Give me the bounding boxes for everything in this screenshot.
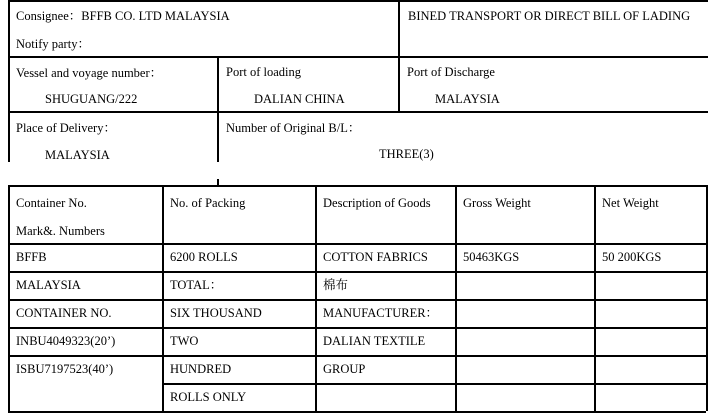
rule xyxy=(398,0,400,111)
table-rule xyxy=(162,383,706,385)
original-bl-label: Number of Original B/L： xyxy=(226,121,361,135)
cell-container-no: BFFB xyxy=(16,250,47,264)
header-net-weight: Net Weight xyxy=(602,196,659,210)
port-of-discharge-value: MALAYSIA xyxy=(435,92,500,106)
cell-packing: ROLLS ONLY xyxy=(170,390,247,404)
original-bl-value: THREE(3) xyxy=(379,147,434,161)
table-rule xyxy=(315,185,317,411)
cell-description: 棉布 xyxy=(323,278,349,292)
port-of-loading-value: DALIAN CHINA xyxy=(254,92,345,106)
cell-packing: 6200 ROLLS xyxy=(170,250,238,264)
header-packing: No. of Packing xyxy=(170,196,246,210)
cell-container-no: MALAYSIA xyxy=(16,278,81,292)
table-rule xyxy=(8,327,706,329)
rule xyxy=(8,0,708,2)
cell-packing: TOTAL： xyxy=(170,278,223,292)
header-description: Description of Goods xyxy=(323,196,431,210)
cell-container-no: ISBU7197523(40’) xyxy=(16,362,114,376)
vessel-label: Vessel and voyage number： xyxy=(16,66,163,80)
vessel-value: SHUGUANG/222 xyxy=(45,92,138,106)
cell-description: COTTON FABRICS xyxy=(323,250,428,264)
rule xyxy=(8,111,708,113)
cell-gross-weight: 50463KGS xyxy=(463,250,520,264)
consignee-field xyxy=(16,9,230,23)
header-mark-numbers: Mark&. Numbers xyxy=(16,224,105,238)
cell-description: MANUFACTURER： xyxy=(323,306,439,320)
notify-party-label: Notify party： xyxy=(16,37,90,51)
table-rule xyxy=(8,243,706,245)
rule xyxy=(217,56,219,162)
cell-packing: SIX THOUSAND xyxy=(170,306,262,320)
document-type-title: BINED TRANSPORT OR DIRECT BILL OF LADING xyxy=(408,9,691,23)
place-of-delivery-value: MALAYSIA xyxy=(45,148,110,162)
cell-net-weight: 50 200KGS xyxy=(602,250,662,264)
cell-container-no: CONTAINER NO. xyxy=(16,306,112,320)
rule xyxy=(8,56,708,58)
cell-container-no: INBU4049323(20’) xyxy=(16,334,116,348)
table-rule xyxy=(8,411,706,413)
header-gross-weight: Gross Weight xyxy=(463,196,531,210)
table-rule xyxy=(162,185,164,411)
port-of-discharge-label: Port of Discharge xyxy=(407,65,495,79)
table-rule xyxy=(594,185,596,411)
table-rule xyxy=(8,271,706,273)
consignee-value: BFFB CO. LTD MALAYSIA xyxy=(81,9,230,23)
cell-description: DALIAN TEXTILE xyxy=(323,334,426,348)
place-of-delivery-label: Place of Delivery： xyxy=(16,121,116,135)
rule xyxy=(8,0,10,162)
table-rule xyxy=(706,185,708,411)
cell-description: GROUP xyxy=(323,362,366,376)
header-container-no: Container No. xyxy=(16,196,87,210)
table-rule xyxy=(455,185,457,411)
table-rule xyxy=(8,355,706,357)
cell-packing: HUNDRED xyxy=(170,362,232,376)
table-rule xyxy=(8,185,706,187)
consignee-label: Consignee： xyxy=(16,9,82,23)
table-rule xyxy=(8,185,10,411)
port-of-loading-label: Port of loading xyxy=(226,65,301,79)
cell-packing: TWO xyxy=(170,334,199,348)
table-rule xyxy=(8,299,706,301)
